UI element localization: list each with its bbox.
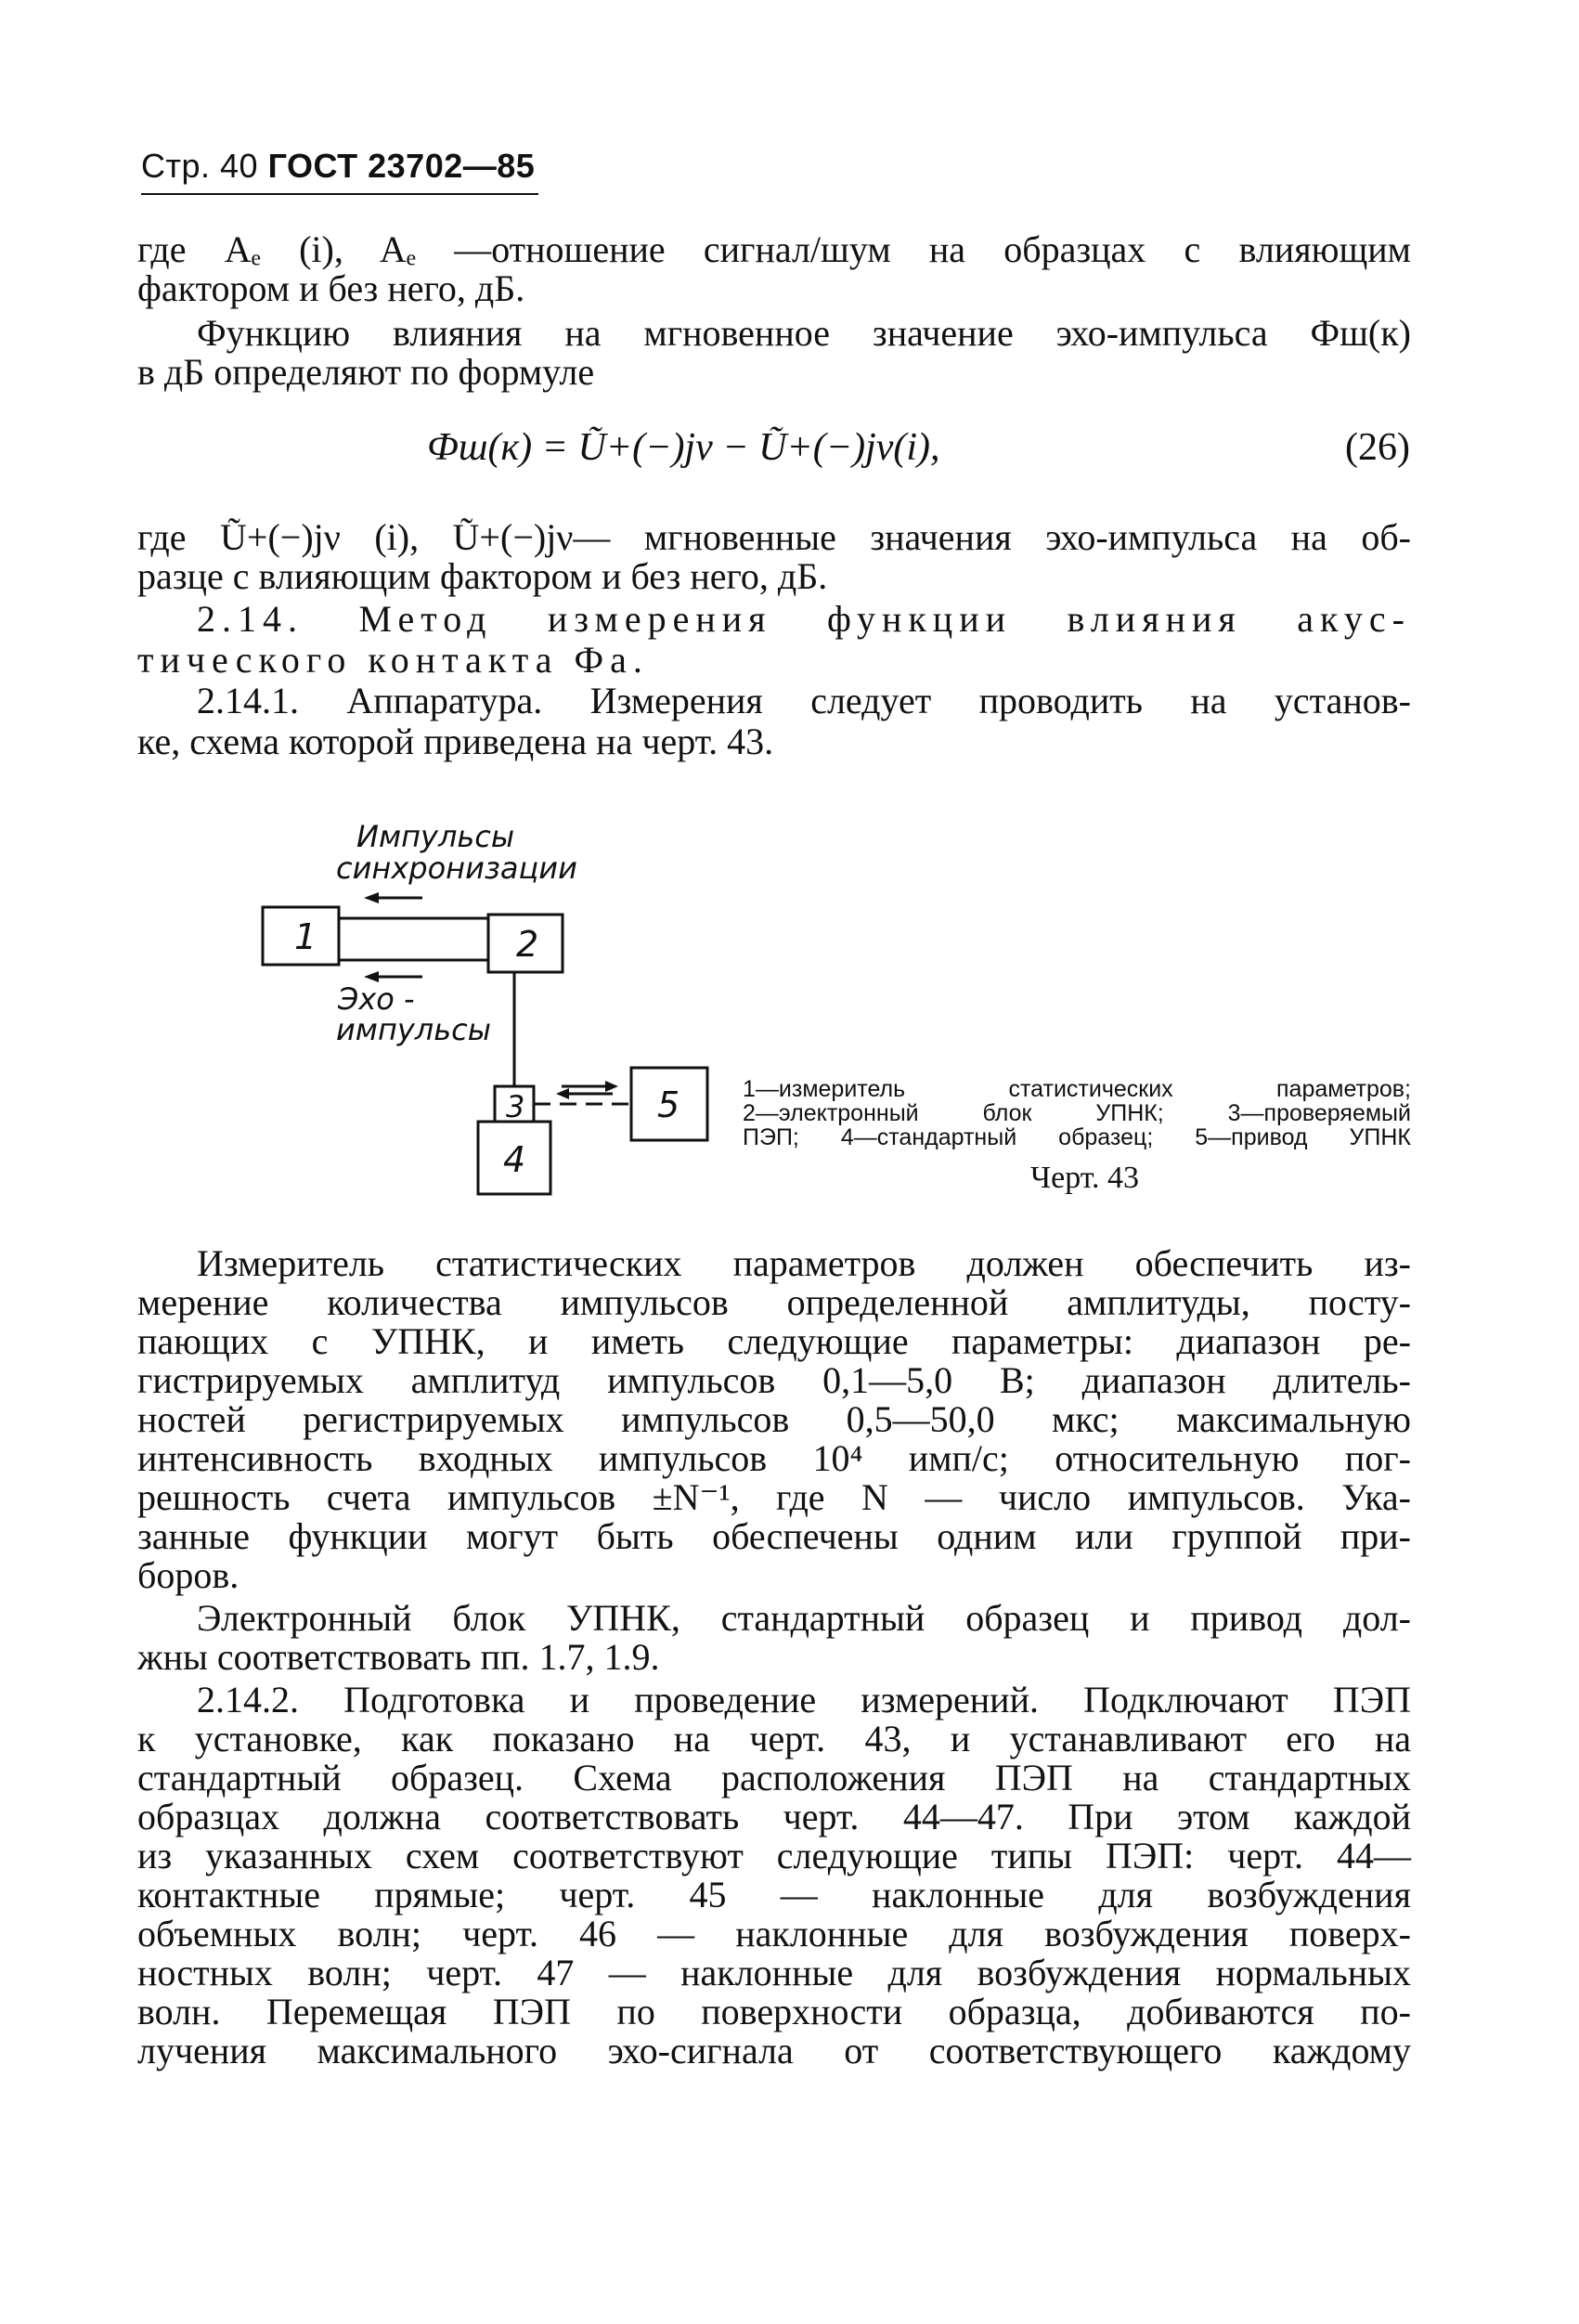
echo-label-line-2: импульсы <box>336 1012 491 1047</box>
figure-43-title: Черт. 43 <box>1030 1161 1140 1195</box>
page-number: 40 <box>220 147 259 185</box>
body-line-11: жны соответствовать пп. 1.7, 1.9. <box>137 1636 660 1678</box>
section-2-14-line-1: 2.14. Метод измерения функции влияния акус- <box>197 598 1411 640</box>
body-line-2: мерение количества импульсов определенной амплитуды, посту- <box>137 1281 1411 1323</box>
paragraph-3-line-1: где Ũ+(−)jν (i), Ũ+(−)jν— мгновенные значения эхо-импульса на об- <box>137 516 1411 558</box>
body-line-4: гистрируемых амплитуд импульсов 0,1—5,0 В; диапазон длитель- <box>137 1359 1411 1401</box>
formula-26: Фш(к) = Ũ+(−)jν − Ũ+(−)jν(i), <box>427 426 940 469</box>
echo-label-line-1: Эхо - <box>338 981 415 1017</box>
caption-line-2: 2—электронный блок УПНК; 3—проверяемый <box>743 1100 1411 1126</box>
block-3-label: 3 <box>506 1089 525 1124</box>
body-line-14: стандартный образец. Схема расположения ПЭП на стандартных <box>137 1757 1411 1798</box>
body-line-9: боров. <box>137 1554 239 1596</box>
bi-arrow-head-left <box>556 1088 569 1099</box>
body-line-21: лучения максимального эхо-сигнала от соответствующего каждому <box>137 2030 1411 2071</box>
body-line-6: интенсивность входных импульсов 10⁴ имп/с; относительную пог- <box>137 1437 1411 1479</box>
body-line-13: к установке, как показано на черт. 43, и устанавливают его на <box>137 1718 1411 1759</box>
body-line-3: пающих с УПНК, и иметь следующие параметры: диапазон ре- <box>137 1320 1411 1362</box>
paragraph-1-line-1: где Aₑ (i), Aₑ —отношение сигнал/шум на образцах с влияющим <box>137 228 1411 270</box>
figure-43-caption <box>743 1077 1411 1149</box>
body-line-1: Измеритель статистических параметров должен обеспечить из- <box>197 1242 1411 1284</box>
body-line-7: решность счета импульсов ±N⁻¹, где N — число импульсов. Ука- <box>137 1476 1411 1518</box>
bi-arrow-head-right <box>605 1081 618 1092</box>
block-5-label: 5 <box>657 1084 680 1125</box>
formula-number: (26) <box>1345 426 1410 469</box>
paragraph-3-line-2: разце с влияющим фактором и без него, дБ. <box>137 555 828 597</box>
sync-label-line-1: Импульсы <box>356 819 515 854</box>
body-line-12: 2.14.2. Подготовка и проведение измерений. Подключают ПЭП <box>197 1679 1411 1720</box>
standard-number: ГОСТ 23702—85 <box>267 147 536 185</box>
section-2-14-line-2: тического контакта Фа. <box>137 639 649 681</box>
paragraph-5-line-2: ке, схема которой приведена на черт. 43. <box>137 721 774 762</box>
sync-label-line-2: синхронизации <box>336 850 577 886</box>
body-line-16: из указанных схем соответствуют следующие типы ПЭП: черт. 44— <box>137 1835 1411 1876</box>
paragraph-2-line-2: в дБ определяют по формуле <box>137 351 595 393</box>
body-line-15: образцах должна соответствовать черт. 44—47. При этом каждой <box>137 1796 1411 1837</box>
block-1-label: 1 <box>294 916 317 957</box>
sync-arrow-head <box>364 892 379 903</box>
body-line-10: Электронный блок УПНК, стандартный образец и привод дол- <box>197 1597 1411 1639</box>
body-line-20: волн. Перемещая ПЭП по поверхности образца, добиваются по- <box>137 1991 1411 2032</box>
block-2-label: 2 <box>516 924 539 965</box>
body-line-18: объемных волн; черт. 46 — наклонные для возбуждения поверх- <box>137 1913 1411 1954</box>
paragraph-5-line-1: 2.14.1. Аппаратура. Измерения следует проводить на установ- <box>197 680 1411 721</box>
body-line-17: контактные прямые; черт. 45 — наклонные для возбуждения <box>137 1874 1411 1915</box>
body-line-5: ностей регистрируемых импульсов 0,5—50,0 мкс; максимальную <box>137 1398 1411 1440</box>
paragraph-1-line-2: фактором и без него, дБ. <box>137 267 525 309</box>
page-prefix: Стр. <box>141 147 211 185</box>
body-line-8: занные функции могут быть обеспечены одним или группой при- <box>137 1515 1411 1557</box>
caption-line-3: ПЭП; 4—стандартный образец; 5—привод УПНК <box>743 1124 1411 1150</box>
body-line-19: ностных волн; черт. 47 — наклонные для возбуждения нормальных <box>137 1952 1411 1993</box>
block-4-label: 4 <box>503 1139 526 1180</box>
paragraph-2-line-1: Функцию влияния на мгновенное значение эхо-импульса Фш(к) <box>197 312 1411 354</box>
caption-line-1: 1—измеритель статистических параметров; <box>743 1076 1411 1102</box>
